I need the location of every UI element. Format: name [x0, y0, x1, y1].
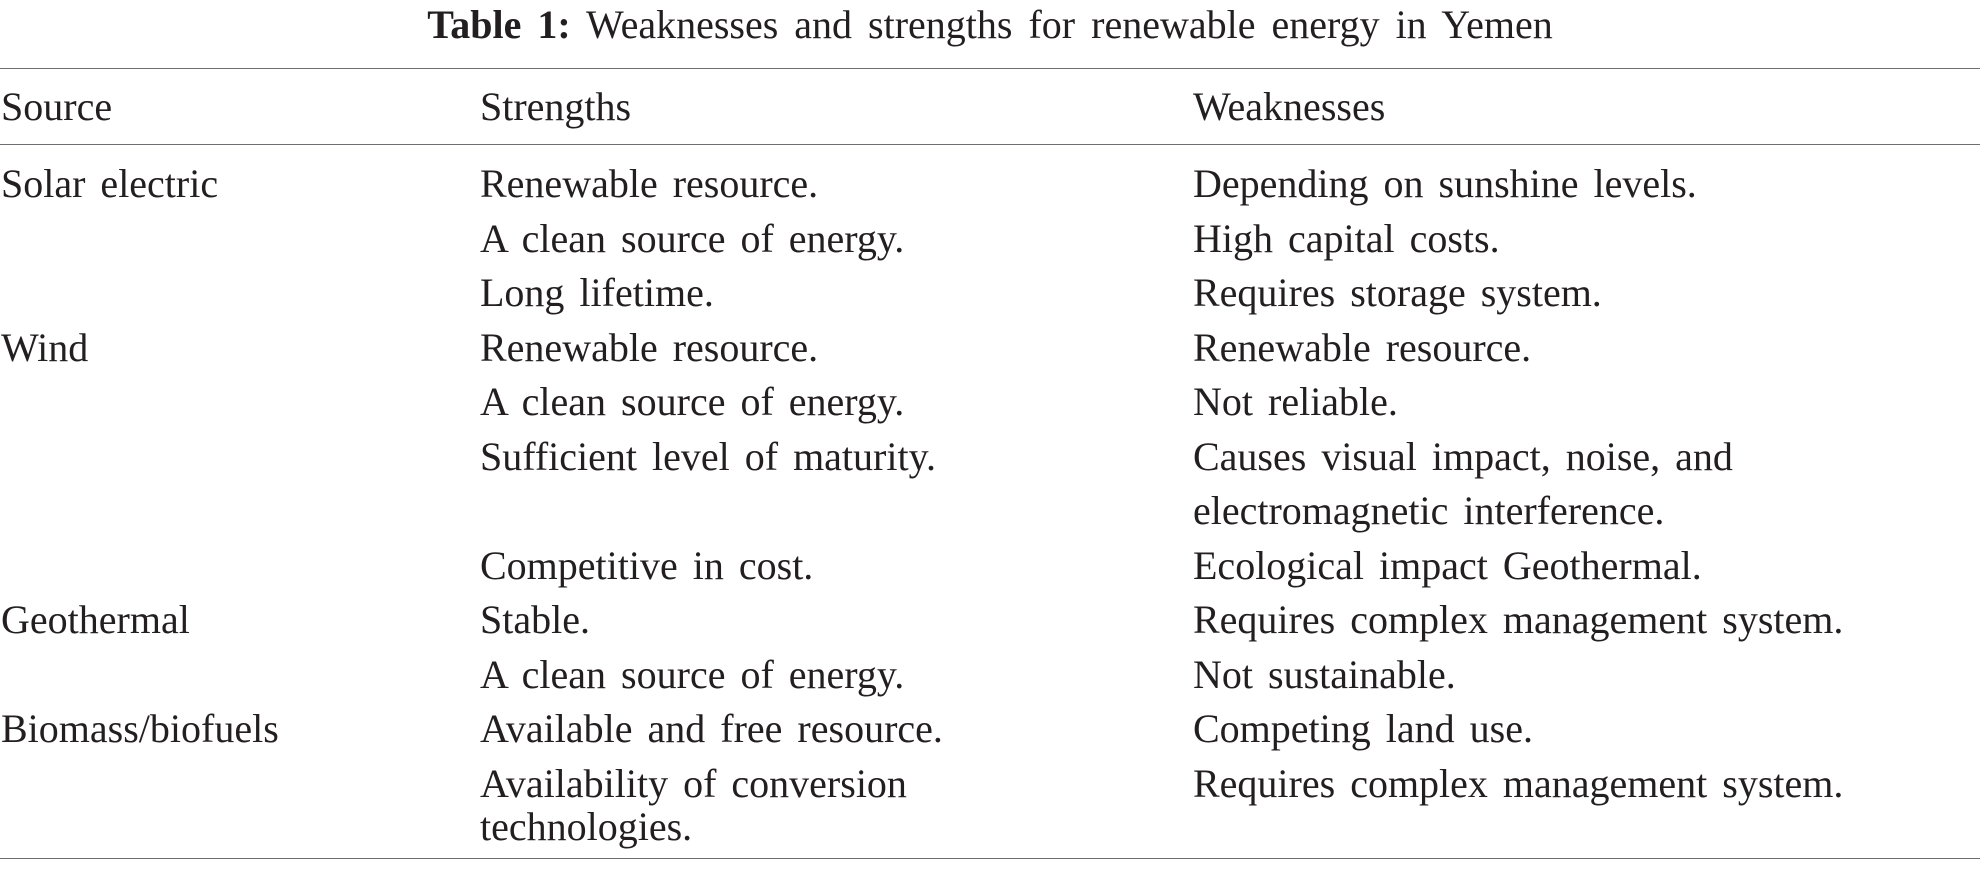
table-row: [0, 212, 1980, 267]
strength-cell: Stable.: [480, 597, 590, 642]
table-row: [0, 648, 1980, 703]
weakness-cell: electromagnetic interference.: [1193, 488, 1665, 533]
weakness-cell: Not sustainable.: [1193, 651, 1456, 697]
table-row: [0, 702, 1980, 757]
weakness-cell: Competing land use.: [1193, 706, 1533, 751]
strength-cell: technologies.: [480, 804, 693, 849]
table-row: [0, 157, 1980, 212]
table-row: [0, 266, 1980, 321]
strength-cell: Renewable resource.: [480, 161, 819, 206]
table-bottom-rule: [0, 858, 1980, 859]
weakness-cell: Requires complex management system.: [1193, 760, 1844, 806]
table-caption-label: Table 1:: [427, 2, 571, 47]
table-caption: [0, 2, 1980, 48]
table-row: [0, 321, 1980, 376]
strength-cell: Long lifetime.: [480, 270, 714, 315]
weakness-cell: Requires complex management system.: [1193, 597, 1844, 642]
weakness-cell: High capital costs.: [1193, 215, 1500, 261]
strength-cell: Availability of conversion: [480, 760, 907, 806]
table-row: [0, 593, 1980, 648]
source-cell: Wind: [1, 324, 89, 370]
source-cell: Geothermal: [1, 597, 190, 642]
header-source: Source: [1, 84, 113, 129]
table-row: [0, 484, 1980, 539]
weakness-cell: Depending on sunshine levels.: [1193, 161, 1697, 206]
table-row: [0, 539, 1980, 594]
table-caption-text: Weaknesses and strengths for renewable energy in Yemen: [586, 2, 1553, 47]
weakness-cell: Requires storage system.: [1193, 270, 1602, 315]
header-weaknesses: Weaknesses: [1193, 84, 1386, 129]
strength-cell: Competitive in cost.: [480, 542, 814, 588]
weakness-cell: Not reliable.: [1193, 379, 1398, 424]
strength-cell: A clean source of energy.: [480, 215, 905, 261]
source-cell: Biomass/biofuels: [1, 706, 279, 751]
table-row: [0, 430, 1980, 485]
weakness-cell: Ecological impact Geothermal.: [1193, 542, 1702, 588]
weakness-cell: Renewable resource.: [1193, 324, 1532, 370]
table-top-rule: [0, 68, 1980, 69]
source-cell: Solar electric: [1, 161, 219, 206]
header-strengths: Strengths: [480, 84, 632, 129]
strength-cell: Renewable resource.: [480, 324, 819, 370]
table-header-rule: [0, 144, 1980, 145]
table-row: [0, 375, 1980, 430]
weakness-cell: Causes visual impact, noise, and: [1193, 433, 1733, 479]
table-row: [0, 800, 1980, 855]
strength-cell: Available and free resource.: [480, 706, 943, 751]
table-header-row: [0, 80, 1980, 134]
strength-cell: Sufficient level of maturity.: [480, 433, 936, 479]
table-body: [0, 157, 1980, 857]
strength-cell: A clean source of energy.: [480, 651, 905, 697]
strength-cell: A clean source of energy.: [480, 379, 905, 424]
